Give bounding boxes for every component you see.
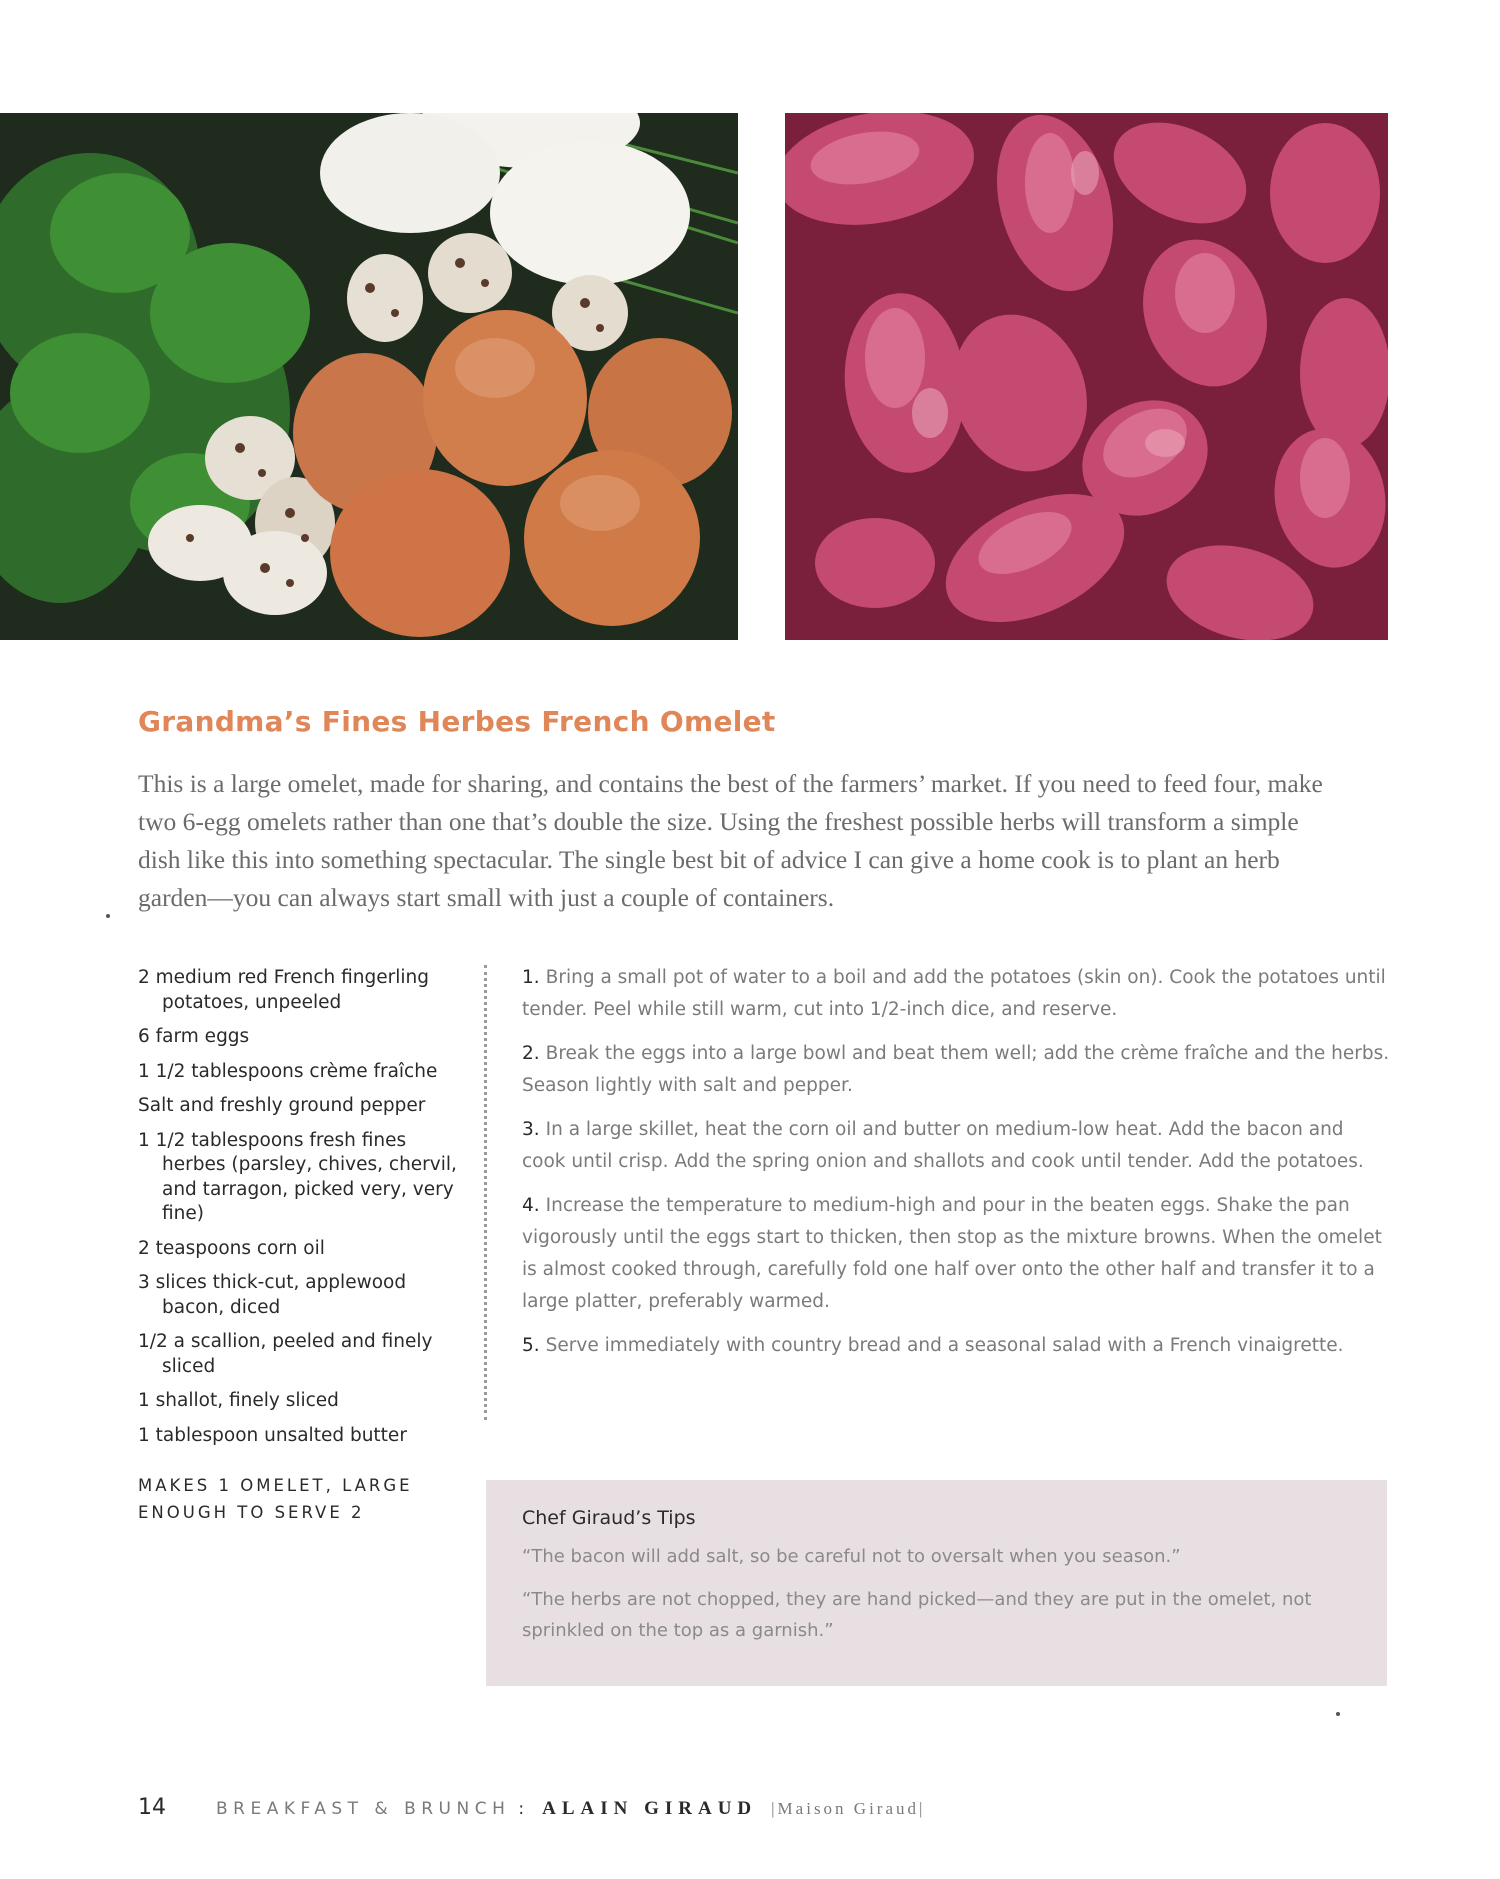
tip-item: “The bacon will add salt, so be careful not to oversalt when you season.” (522, 1546, 1181, 1567)
chef-tips-box (486, 1480, 1387, 1686)
ingredient-item: 2 medium red French fingerling potatoes, unpeeled (138, 967, 430, 1013)
method-step (522, 962, 1392, 1026)
column-divider (484, 965, 487, 1420)
method-step (522, 1190, 1392, 1318)
ingredient-item: 1/2 a scallion, peeled and finely sliced (138, 1331, 433, 1377)
eggs-illustration (0, 113, 738, 640)
potatoes-illustration (785, 113, 1388, 640)
ingredients-list (138, 966, 468, 1458)
recipe-intro: This is a large omelet, made for sharing, and contains the best of the farmers’ market. If you need to feed four, make two 6-egg omelets rather than one that’s double the size. Using the freshest possible herbs will transform a simple dish like this into something spectacular. The single best bit of advice I can give a home cook is to plant an herb garden—you can always start small with just a couple of containers. (138, 769, 1323, 912)
step-number: 4. (522, 1195, 540, 1216)
ingredient-item: 1 shallot, finely sliced (138, 1390, 339, 1411)
ingredient-item: 1 1/2 tablespoons crème fraîche (138, 1060, 438, 1082)
method-step (522, 1038, 1392, 1102)
scan-speck (106, 914, 110, 918)
restaurant-name: |Maison Giraud| (771, 1799, 926, 1818)
footer-separator: : (518, 1799, 525, 1819)
recipe-yield: MAKES 1 OMELET, LARGE ENOUGH TO SERVE 2 (138, 1476, 413, 1522)
ingredient-item: 6 farm eggs (138, 1026, 250, 1047)
step-text: In a large skillet, heat the corn oil and butter on medium-low heat. Add the bacon and cook until crisp. Add the spring onion and shallots and cook until tender. Add the potatoes. (522, 1119, 1364, 1172)
method-step (522, 1330, 1392, 1362)
ingredient-item: 3 slices thick-cut, applewood bacon, diced (138, 1272, 407, 1318)
eggs-and-herbs-photo (0, 113, 738, 640)
tips-title: Chef Giraud’s Tips (522, 1507, 696, 1529)
step-text: Serve immediately with country bread and a seasonal salad with a French vinaigrette. (545, 1335, 1344, 1356)
page-number: 14 (138, 1795, 166, 1820)
ingredient-item: 1 tablespoon unsalted butter (138, 1424, 407, 1446)
ingredient-item: 2 teaspoons corn oil (138, 1237, 325, 1259)
step-number: 5. (522, 1335, 540, 1356)
scan-speck (1336, 1712, 1340, 1716)
step-number: 3. (522, 1119, 540, 1140)
section-name: BREAKFAST & BRUNCH (216, 1799, 511, 1819)
step-number: 1. (522, 967, 540, 988)
step-text: Bring a small pot of water to a boil and add the potatoes (skin on). Cook the potatoes until tender. Peel while still warm, cut into 1/2-inch dice, and reserve. (522, 967, 1386, 1020)
step-text: Increase the temperature to medium-high and pour in the beaten eggs. Shake the pan vigorously until the eggs start to thicken, then stop as the mixture browns. When the omelet is almost cooked through, carefully fold one half over onto the other half and transfer it to a large platter, preferably warmed. (522, 1195, 1382, 1312)
page-footer (138, 1795, 925, 1825)
ingredient-item: Salt and freshly ground pepper (138, 1095, 426, 1116)
method-step (522, 1114, 1392, 1178)
red-potatoes-photo (785, 113, 1388, 640)
tip-item: “The herbs are not chopped, they are hand picked—and they are put in the omelet, not sprinkled on the top as a garnish.” (522, 1589, 1312, 1641)
method-steps (522, 962, 1392, 1374)
author-name: ALAIN GIRAUD (542, 1798, 758, 1819)
step-text: Break the eggs into a large bowl and beat them well; add the crème fraîche and the herbs. Season lightly with salt and pepper. (522, 1043, 1390, 1096)
ingredient-item: 1 1/2 tablespoons fresh fines herbes (parsley, chives, chervil, and tarragon, picked very, very fine) (138, 1129, 457, 1224)
recipe-title: Grandma’s Fines Herbes French Omelet (138, 705, 776, 738)
step-number: 2. (522, 1043, 540, 1064)
